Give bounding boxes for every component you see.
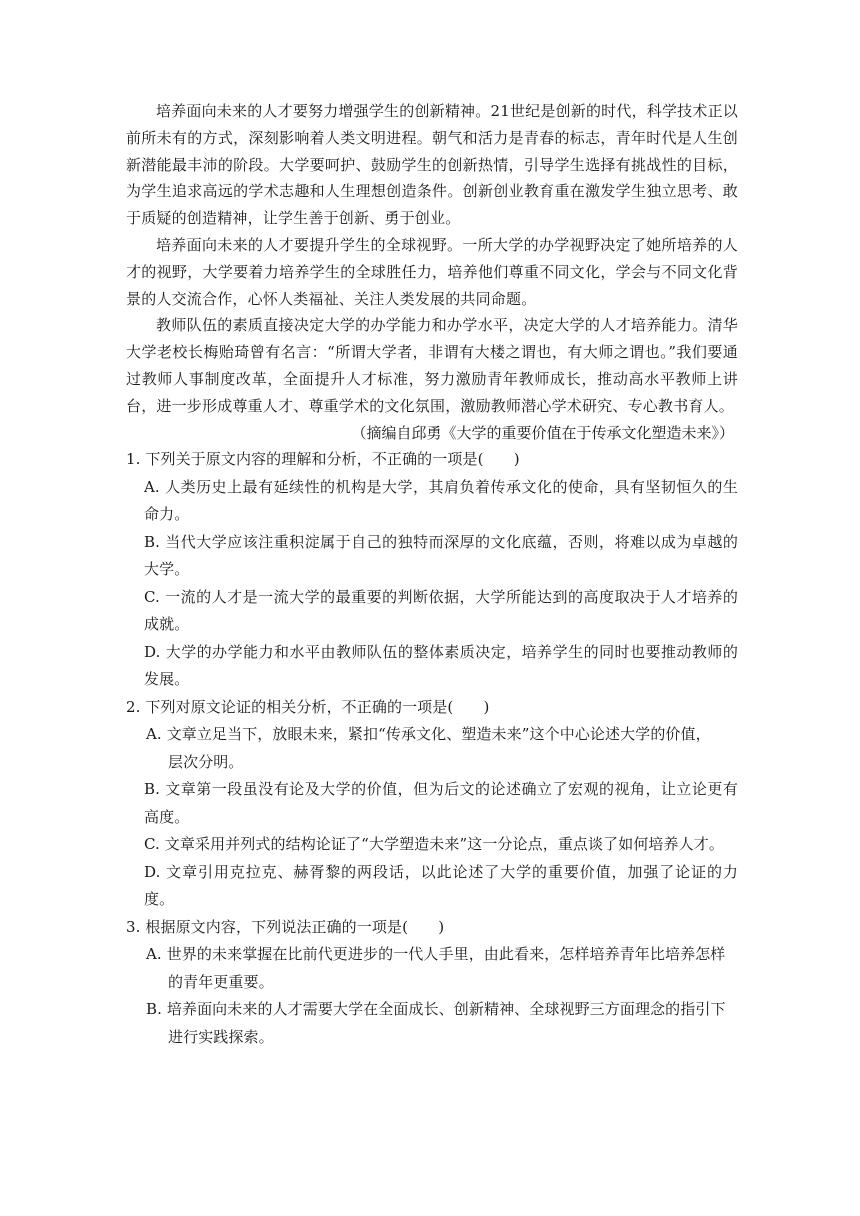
option-a[interactable] (126, 474, 738, 529)
question-stem: 1. 下列关于原文内容的理解和分析，不正确的一项是( ) (126, 450, 520, 469)
option-a[interactable] (126, 941, 738, 996)
passage-paragraph-3: 教师队伍的素质直接决定大学的办学能力和办学水平，决定大学的人才培养能力。清华大学老校长梅贻琦曾有名言：“所谓大学者，非谓有大楼之谓也，有大师之谓也。”我们要通过教师人事制度改革，全面提升人才标准，努力激励青年教师成长，推动高水平教师上讲台，进一步形成尊重人才、尊重学术的文化氛围，激励教师潜心学术研究、专心教书育人。 (126, 316, 738, 415)
option-label: D. (144, 642, 161, 661)
option-b[interactable] (126, 776, 738, 831)
option-text: 文章立足当下，放眼未来，紧扣“传承文化、塑造未来”这个中心论述大学的价值， (166, 725, 711, 744)
passage-paragraph-1: 培养面向未来的人才要努力增强学生的创新精神。21世纪是创新的时代，科学技术正以前所未有的方式，深刻影响着人类文明进程。朝气和活力是青春的标志，青年时代是人生创新潜能最丰沛的阶段。大学要呵护、鼓励学生的创新热情，引导学生选择有挑战性的目标，为学生追求高远的学术志趣和人生理想创造条件。创新创业教育重在激发学生独立思考、敢于质疑的创造精神，让学生善于创新、勇于创业。 (126, 102, 738, 228)
option-text: 世界的未来掌握在比前代更进步的一代人手里，由此看来，怎样培养青年比培养怎样 (166, 945, 726, 964)
option-label: A. (144, 477, 160, 496)
question-1 (126, 446, 738, 694)
option-text-continued: 进行实践探索。 (168, 1027, 274, 1046)
option-b[interactable] (126, 529, 738, 584)
option-a[interactable] (126, 721, 738, 776)
option-text: 人类历史上最有延续性的机构是大学，其肩负着传承文化的使命，具有坚韧恒久的生命力。 (144, 477, 738, 524)
question-2 (126, 694, 738, 914)
option-label: B. (144, 532, 160, 551)
passage-source: （摘编自邱勇《大学的重要价值在于传承文化塑造未来》） (351, 423, 734, 442)
option-label: B. (146, 1000, 162, 1019)
question-stem: 3. 根据原文内容，下列说法正确的一项是( ) (126, 917, 445, 936)
option-label: C. (144, 835, 160, 854)
option-text: 一流的人才是一流大学的最重要的判断依据，大学所能达到的高度取决于人才培养的成就。 (144, 587, 738, 634)
option-text-continued: 的青年更重要。 (168, 972, 274, 991)
passage-paragraph-2: 培养面向未来的人才要提升学生的全球视野。一所大学的办学视野决定了她所培养的人才的视野，大学要着力培养学生的全球胜任力，培养他们尊重不同文化，学会与不同文化背景的人交流合作，心怀人类福祉、关注人类发展的共同命题。 (126, 235, 738, 308)
option-text: 培养面向未来的人才需要大学在全面成长、创新精神、全球视野三方面理念的指引下 (166, 1000, 726, 1019)
option-text-continued: 层次分明。 (168, 752, 244, 771)
option-text: 文章第一段虽没有论及大学的价值，但为后文的论述确立了宏观的视角，让立论更有高度。 (144, 780, 738, 826)
question-3 (126, 914, 738, 1052)
option-d[interactable] (126, 859, 738, 914)
option-label: B. (144, 780, 160, 799)
option-b[interactable] (126, 996, 738, 1051)
option-text: 大学的办学能力和水平由教师队伍的整体素质决定，培养学生的同时也要推动教师的发展。 (144, 642, 738, 689)
option-c[interactable] (126, 584, 738, 639)
option-label: D. (144, 862, 161, 881)
option-d[interactable] (126, 639, 738, 694)
option-text: 文章采用并列式的结构论证了“大学塑造未来”这一分论点，重点谈了如何培养人才。 (164, 835, 724, 854)
option-text: 文章引用克拉克、赫胥黎的两段话，以此论述了大学的重要价值，加强了论证的力度。 (144, 862, 738, 909)
document-page (126, 98, 738, 1051)
option-label: A. (146, 945, 162, 964)
question-stem: 2. 下列对原文论证的相关分析，不正确的一项是( ) (126, 697, 490, 716)
option-c[interactable] (126, 831, 738, 859)
option-text: 当代大学应该注重积淀属于自己的独特而深厚的文化底蕴，否则，将难以成为卓越的大学。 (144, 532, 738, 579)
option-label: C. (144, 587, 160, 606)
option-label: A. (146, 725, 162, 744)
